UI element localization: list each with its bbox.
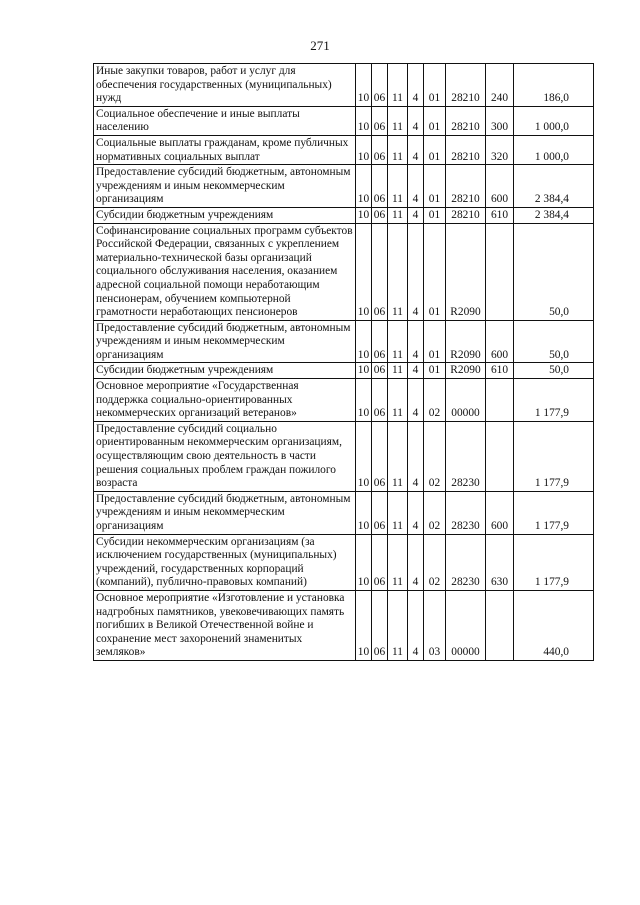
row-direction-code: 28210 [446, 207, 486, 223]
row-measure: 03 [424, 590, 446, 660]
row-measure: 02 [424, 421, 446, 491]
row-measure: 01 [424, 64, 446, 107]
row-sum: 1 177,9 [514, 534, 594, 590]
row-expense-type: 600 [486, 320, 514, 363]
row-program: 11 [388, 106, 408, 135]
table-row [94, 491, 594, 534]
row-sum: 1 177,9 [514, 421, 594, 491]
row-measure: 01 [424, 363, 446, 379]
row-expense-type: 600 [486, 165, 514, 208]
row-program: 11 [388, 421, 408, 491]
row-subsection: 06 [372, 64, 388, 107]
row-subprogram: 4 [408, 379, 424, 422]
row-program: 11 [388, 165, 408, 208]
table-row [94, 363, 594, 379]
row-expense-type [486, 590, 514, 660]
row-name: Предоставление субсидий социально ориентированным некоммерческим организациям, осуществляющим свою деятельность в части решения социальных проблем граждан пожилого возраста [94, 421, 356, 491]
table-row [94, 590, 594, 660]
row-name: Основное мероприятие «Изготовление и установка надгробных памятников, увековечивающих память погибших в Великой Отечественной войне и сохранение мест захоронений знаменитых земляков» [94, 590, 356, 660]
row-subprogram: 4 [408, 421, 424, 491]
row-sum: 1 000,0 [514, 135, 594, 164]
row-sum: 50,0 [514, 363, 594, 379]
row-name: Софинансирование социальных программ субъектов Российской Федерации, связанных с укреплением материально-технической базы организаций социального обслуживания населения, оказанием адресной социальной помощи неработающим пенсионерам, обучением компьютерной грамотности неработающих пенсионеров [94, 223, 356, 320]
row-section: 10 [356, 320, 372, 363]
budget-table [93, 63, 594, 661]
row-name: Предоставление субсидий бюджетным, автономным учреждениям и иным некоммерческим организациям [94, 491, 356, 534]
row-sum: 50,0 [514, 223, 594, 320]
row-measure: 01 [424, 135, 446, 164]
row-subsection: 06 [372, 534, 388, 590]
row-expense-type: 630 [486, 534, 514, 590]
row-measure: 02 [424, 379, 446, 422]
table-row [94, 379, 594, 422]
row-subprogram: 4 [408, 491, 424, 534]
row-measure: 01 [424, 165, 446, 208]
row-measure: 01 [424, 223, 446, 320]
row-direction-code: R2090 [446, 363, 486, 379]
row-sum: 440,0 [514, 590, 594, 660]
table-row [94, 106, 594, 135]
table-row [94, 534, 594, 590]
row-program: 11 [388, 320, 408, 363]
row-name: Социальное обеспечение и иные выплаты населению [94, 106, 356, 135]
row-subprogram: 4 [408, 106, 424, 135]
row-subprogram: 4 [408, 64, 424, 107]
row-section: 10 [356, 223, 372, 320]
row-expense-type: 240 [486, 64, 514, 107]
row-direction-code: 28210 [446, 64, 486, 107]
row-section: 10 [356, 207, 372, 223]
row-subprogram: 4 [408, 363, 424, 379]
row-expense-type: 300 [486, 106, 514, 135]
page-number: 271 [310, 38, 330, 53]
row-section: 10 [356, 64, 372, 107]
row-subsection: 06 [372, 165, 388, 208]
row-name: Основное мероприятие «Государственная поддержка социально-ориентированных некоммерческих организаций ветеранов» [94, 379, 356, 422]
row-sum: 1 000,0 [514, 106, 594, 135]
table-row [94, 421, 594, 491]
row-measure: 02 [424, 491, 446, 534]
table-row [94, 320, 594, 363]
row-expense-type: 610 [486, 207, 514, 223]
row-expense-type: 320 [486, 135, 514, 164]
row-direction-code: 28210 [446, 106, 486, 135]
row-direction-code: 28210 [446, 135, 486, 164]
row-direction-code: 00000 [446, 590, 486, 660]
table-row [94, 207, 594, 223]
row-program: 11 [388, 590, 408, 660]
row-subsection: 06 [372, 379, 388, 422]
row-program: 11 [388, 534, 408, 590]
row-name: Субсидии некоммерческим организациям (за исключением государственных (муниципальных) учреждений, государственных корпораций (компаний), публично-правовых компаний) [94, 534, 356, 590]
row-name: Субсидии бюджетным учреждениям [94, 207, 356, 223]
row-measure: 02 [424, 534, 446, 590]
row-expense-type: 600 [486, 491, 514, 534]
row-subprogram: 4 [408, 135, 424, 164]
row-name: Предоставление субсидий бюджетным, автономным учреждениям и иным некоммерческим организациям [94, 165, 356, 208]
row-measure: 01 [424, 320, 446, 363]
row-direction-code: 28210 [446, 165, 486, 208]
row-measure: 01 [424, 106, 446, 135]
row-subsection: 06 [372, 363, 388, 379]
row-name: Социальные выплаты гражданам, кроме публичных нормативных социальных выплат [94, 135, 356, 164]
row-subsection: 06 [372, 320, 388, 363]
row-subsection: 06 [372, 491, 388, 534]
row-section: 10 [356, 135, 372, 164]
row-subprogram: 4 [408, 320, 424, 363]
row-subsection: 06 [372, 590, 388, 660]
row-program: 11 [388, 207, 408, 223]
row-subsection: 06 [372, 106, 388, 135]
row-subsection: 06 [372, 223, 388, 320]
row-direction-code: 28230 [446, 491, 486, 534]
table-row [94, 64, 594, 107]
row-section: 10 [356, 491, 372, 534]
row-section: 10 [356, 534, 372, 590]
row-subsection: 06 [372, 421, 388, 491]
row-sum: 1 177,9 [514, 379, 594, 422]
row-program: 11 [388, 491, 408, 534]
row-section: 10 [356, 363, 372, 379]
row-name: Субсидии бюджетным учреждениям [94, 363, 356, 379]
table-row [94, 165, 594, 208]
row-sum: 1 177,9 [514, 491, 594, 534]
row-section: 10 [356, 590, 372, 660]
row-section: 10 [356, 379, 372, 422]
row-section: 10 [356, 165, 372, 208]
row-direction-code: 00000 [446, 379, 486, 422]
row-subprogram: 4 [408, 207, 424, 223]
row-direction-code: R2090 [446, 320, 486, 363]
row-sum: 2 384,4 [514, 165, 594, 208]
row-sum: 50,0 [514, 320, 594, 363]
table-row [94, 135, 594, 164]
row-program: 11 [388, 223, 408, 320]
row-subprogram: 4 [408, 590, 424, 660]
row-expense-type [486, 421, 514, 491]
row-program: 11 [388, 135, 408, 164]
row-direction-code: 28230 [446, 534, 486, 590]
row-measure: 01 [424, 207, 446, 223]
row-name: Предоставление субсидий бюджетным, автономным учреждениям и иным некоммерческим организациям [94, 320, 356, 363]
row-subprogram: 4 [408, 534, 424, 590]
row-subsection: 06 [372, 135, 388, 164]
row-name: Иные закупки товаров, работ и услуг для обеспечения государственных (муниципальных) нужд [94, 64, 356, 107]
row-program: 11 [388, 363, 408, 379]
row-section: 10 [356, 106, 372, 135]
row-sum: 2 384,4 [514, 207, 594, 223]
table-row [94, 223, 594, 320]
row-expense-type [486, 379, 514, 422]
row-program: 11 [388, 379, 408, 422]
row-expense-type [486, 223, 514, 320]
row-direction-code: 28230 [446, 421, 486, 491]
row-program: 11 [388, 64, 408, 107]
row-expense-type: 610 [486, 363, 514, 379]
row-subprogram: 4 [408, 165, 424, 208]
row-subprogram: 4 [408, 223, 424, 320]
row-section: 10 [356, 421, 372, 491]
row-subsection: 06 [372, 207, 388, 223]
row-sum: 186,0 [514, 64, 594, 107]
row-direction-code: R2090 [446, 223, 486, 320]
